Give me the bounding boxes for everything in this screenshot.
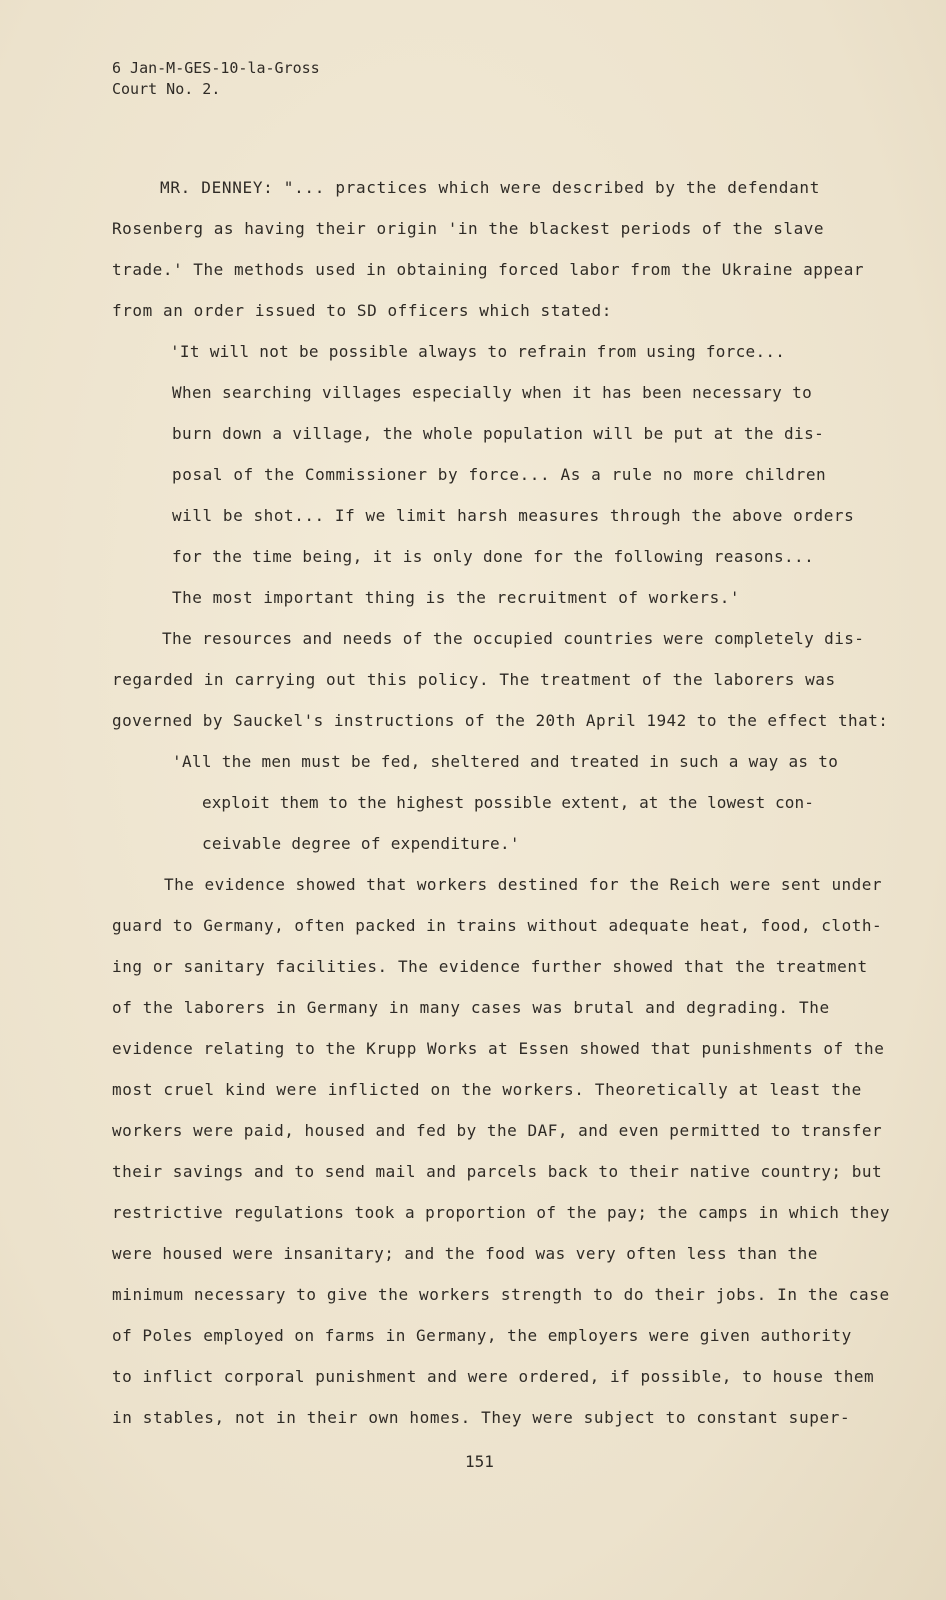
text-line: trade.' The methods used in obtaining forced labor from the Ukraine appear [112, 260, 865, 279]
text-line: to inflict corporal punishment and were ordered, if possible, to house them [112, 1367, 875, 1386]
text-line: of the laborers in Germany in many cases was brutal and degrading. The [112, 998, 830, 1017]
text-line: ing or sanitary facilities. The evidence further showed that the treatment [112, 957, 868, 976]
page-number: 151 [465, 1452, 494, 1471]
text-line: 'It will not be possible always to refrain from using force... [170, 342, 786, 361]
text-line: ceivable degree of expenditure.' [202, 834, 520, 853]
header-reference: 6 Jan-M-GES-10-la-Gross [112, 59, 320, 77]
text-line: The most important thing is the recruitment of workers.' [172, 588, 740, 607]
text-line: Rosenberg as having their origin 'in the blackest periods of the slave [112, 219, 825, 238]
text-line: from an order issued to SD officers which stated: [112, 301, 612, 320]
text-line: of Poles employed on farms in Germany, the employers were given authority [112, 1326, 852, 1345]
text-line: in stables, not in their own homes. They were subject to constant super- [112, 1408, 851, 1427]
text-line: When searching villages especially when it has been necessary to [172, 383, 813, 402]
text-line: regarded in carrying out this policy. The treatment of the laborers was [112, 670, 836, 689]
text-line: were housed were insanitary; and the food was very often less than the [112, 1244, 818, 1263]
text-line: exploit them to the highest possible extent, at the lowest con- [202, 793, 814, 812]
text-line: will be shot... If we limit harsh measures through the above orders [172, 506, 855, 525]
text-line: minimum necessary to give the workers strength to do their jobs. In the case [112, 1285, 890, 1304]
text-line: workers were paid, housed and fed by the DAF, and even permitted to transfer [112, 1121, 883, 1140]
text-line: evidence relating to the Krupp Works at Essen showed that punishments of the [112, 1039, 885, 1058]
text-line: 'All the men must be fed, sheltered and treated in such a way as to [172, 752, 839, 771]
text-line: governed by Sauckel's instructions of the 20th April 1942 to the effect that: [112, 711, 889, 730]
text-line: for the time being, it is only done for the following reasons... [172, 547, 815, 566]
text-line: restrictive regulations took a proportion of the pay; the camps in which they [112, 1203, 890, 1222]
text-line: The evidence showed that workers destined for the Reich were sent under [164, 875, 883, 894]
page-header [112, 58, 320, 100]
text-line: their savings and to send mail and parcels back to their native country; but [112, 1162, 883, 1181]
header-court: Court No. 2. [112, 80, 221, 98]
text-line: burn down a village, the whole population will be put at the dis- [172, 424, 825, 443]
text-line: guard to Germany, often packed in trains without adequate heat, food, cloth- [112, 916, 883, 935]
text-line: The resources and needs of the occupied countries were completely dis- [162, 629, 865, 648]
text-line: posal of the Commissioner by force... As a rule no more children [172, 465, 827, 484]
text-line: MR. DENNEY: "... practices which were described by the defendant [160, 178, 821, 197]
text-line: most cruel kind were inflicted on the workers. Theoretically at least the [112, 1080, 862, 1099]
